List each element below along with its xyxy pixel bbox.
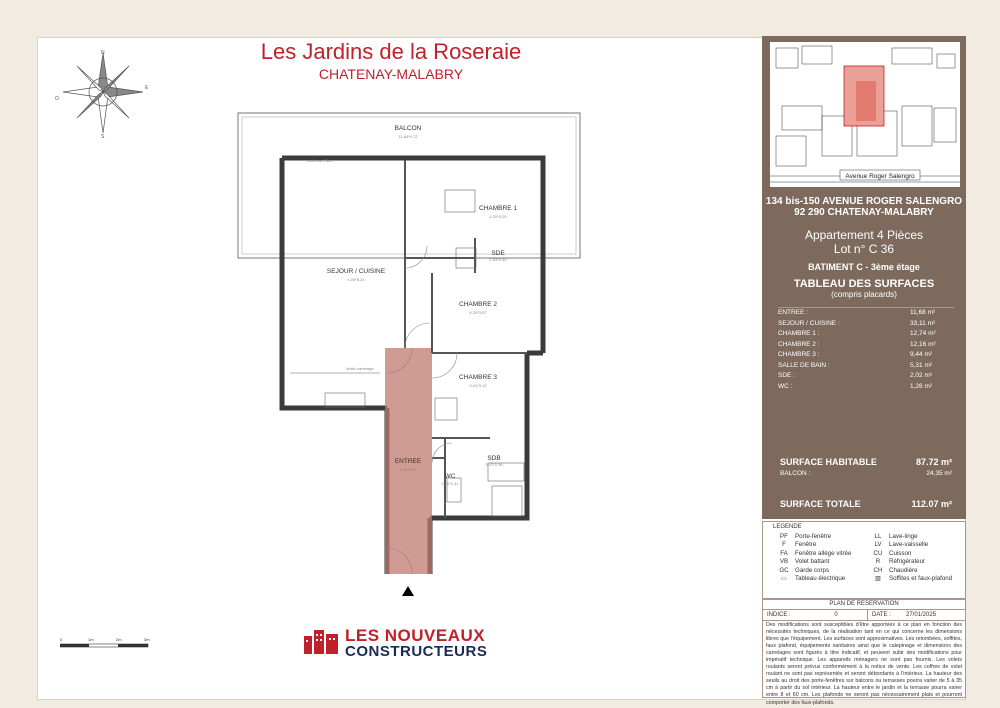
scale-label: 1m xyxy=(88,637,94,642)
compass-w: O xyxy=(55,96,59,102)
room-dims: 2.47*2.36 xyxy=(485,462,503,467)
brand-logo-icon xyxy=(302,626,342,656)
room-name: BALCON xyxy=(394,125,422,132)
tiling-limit-note: limite carrelage xyxy=(346,366,374,371)
lot-number: Lot n° C 36 xyxy=(833,242,895,256)
electric-panel-icon: ▭ xyxy=(781,575,787,583)
room-dims: 2.45*6.87 xyxy=(399,467,417,472)
project-city: CHATENAY-MALABRY xyxy=(318,66,464,82)
scale-label: 2m xyxy=(116,637,122,642)
location-map xyxy=(762,36,966,193)
room-name: WC xyxy=(444,473,456,480)
room-dims: 11.64*4.72 xyxy=(398,134,418,139)
surface-row: SDE : 2,02 m² xyxy=(778,372,933,379)
compass-e: E xyxy=(145,85,149,91)
info-panel xyxy=(762,36,966,706)
lot-details xyxy=(762,193,966,519)
brand-line2: CONSTRUCTEURS xyxy=(345,643,488,660)
room-dims: 4.20*3.57 xyxy=(469,310,487,315)
apartment-type: Appartement 4 Pièces xyxy=(804,228,924,242)
room-name: CHAMBRE 1 xyxy=(479,205,517,212)
map-street-label: Avenue Roger Salengro xyxy=(845,173,915,180)
room-name: SEJOUR / CUISINE xyxy=(326,268,386,275)
surfaces-table xyxy=(778,307,954,392)
room-name: CHAMBRE 3 xyxy=(459,374,497,381)
room-dims: 3.41*3.12 xyxy=(469,383,487,388)
soffit-hatch-icon: ▨ xyxy=(875,575,881,583)
entrance-arrow-icon xyxy=(402,586,414,596)
surface-row: CHAMBRE 2 : 12,16 m² xyxy=(778,340,936,348)
legend xyxy=(762,521,966,599)
surface-row: SEJOUR / CUISINE : 33,11 m² xyxy=(778,319,936,327)
project-title: Les Jardins de la Roseraie xyxy=(260,39,522,64)
building-floor: BATIMENT C - 3ème étage xyxy=(808,262,920,272)
surface-row: WC : 1,26 m² xyxy=(778,382,933,390)
address-line2: 92 290 CHATENAY-MALABRY xyxy=(794,207,934,218)
room-dims: 0.90*1.41 xyxy=(441,481,459,486)
scale-bar xyxy=(60,636,160,656)
compass-n: N xyxy=(101,50,105,56)
room-dims: 4.05*8.24 xyxy=(347,277,365,282)
floor-plan xyxy=(230,108,590,608)
surfaces-table-subtitle: (compris placards) xyxy=(831,290,897,299)
address-line1: 134 bis-150 AVENUE ROGER SALENGRO xyxy=(765,196,963,207)
surface-row: ENTREE : 11,68 m² xyxy=(778,309,936,316)
room-name: SDE xyxy=(491,250,505,257)
scale-label: 0 xyxy=(60,637,63,642)
room-name: SDB xyxy=(487,455,501,462)
reservation-row: INDICE : 0 DATE : 27/01/2025 xyxy=(763,610,965,621)
surface-row: CHAMBRE 3 : 9,44 m² xyxy=(778,351,933,358)
window-strip-note: soutimas 15cm xyxy=(306,158,334,163)
total-surface: SURFACE TOTALE 112.07 m² xyxy=(780,499,952,509)
surface-row: CHAMBRE 1 : 12,74 m² xyxy=(778,330,936,337)
reservation-header: PLAN DE RESERVATION xyxy=(763,600,965,610)
room-dims: 4.20*3.25 xyxy=(489,214,507,219)
room-name: CHAMBRE 2 xyxy=(459,301,497,308)
disclaimer-text: Des modifications sont susceptibles d'être apportées à ce plan en fonction des nécessités techniques, de la réalisation tant en ce qui concerne les dimensions libres que l'équipement. Les surfaces sont approximatives. Les retombées, soffites, faux plafond, équipements sanitaires ainsi que le calepinage et dimensions des carrelages sont figurés à titre indicatif, et peuvent subir des modifications pour impératif technique. Les appareils ménagers ne sont pas fournis. Les volets roulants seront prévus conformément à la notice de vente. Les coffres de volet roulant ne sont pas représentés et seront débordants à l'intérieur. La hauteur des seuils au droit des porte-fenêtres sur balcons ou terrasses pourra varier de 5 à 35 cm à partir du sol intérieur. La hauteur entre le jardin et la terrasse pourra varier entre 8 et 60 cm. Les plafonds ne seront pas nécessairement plats et pourront comporter des faux-plafonds. xyxy=(766,622,962,706)
surface-row: SALLE DE BAIN : 5,31 m² xyxy=(778,361,933,369)
scale-label: 3m xyxy=(144,637,150,642)
habitable-surface: SURFACE HABITABLE 87.72 m² xyxy=(780,457,952,467)
room-name: ENTREE xyxy=(394,458,422,465)
room-dims: 2.53*0.80 xyxy=(489,257,507,262)
compass-s: S xyxy=(101,134,105,138)
legend-left: PF Porte-fenêtre F Fenêtre FA Fenêtre allège vitrée VB Volet battant GC Garde corps ▭ Tableau électrique xyxy=(773,533,863,583)
surfaces-table-title: TABLEAU DES SURFACES xyxy=(793,278,935,290)
brand-line1: LES NOUVEAUX xyxy=(345,626,486,645)
reservation-block xyxy=(762,599,966,706)
compass-rose-icon xyxy=(55,48,155,138)
balcony-surface: BALCON : 24,35 m² xyxy=(780,470,952,477)
legend-right: LL Lave-linge LV Lave-vaisselle CU Cuisson R Réfrigérateur CH Chaudière ▨ Soffites et faux-plafond xyxy=(867,533,965,583)
legend-title: LEGENDE xyxy=(773,524,802,530)
